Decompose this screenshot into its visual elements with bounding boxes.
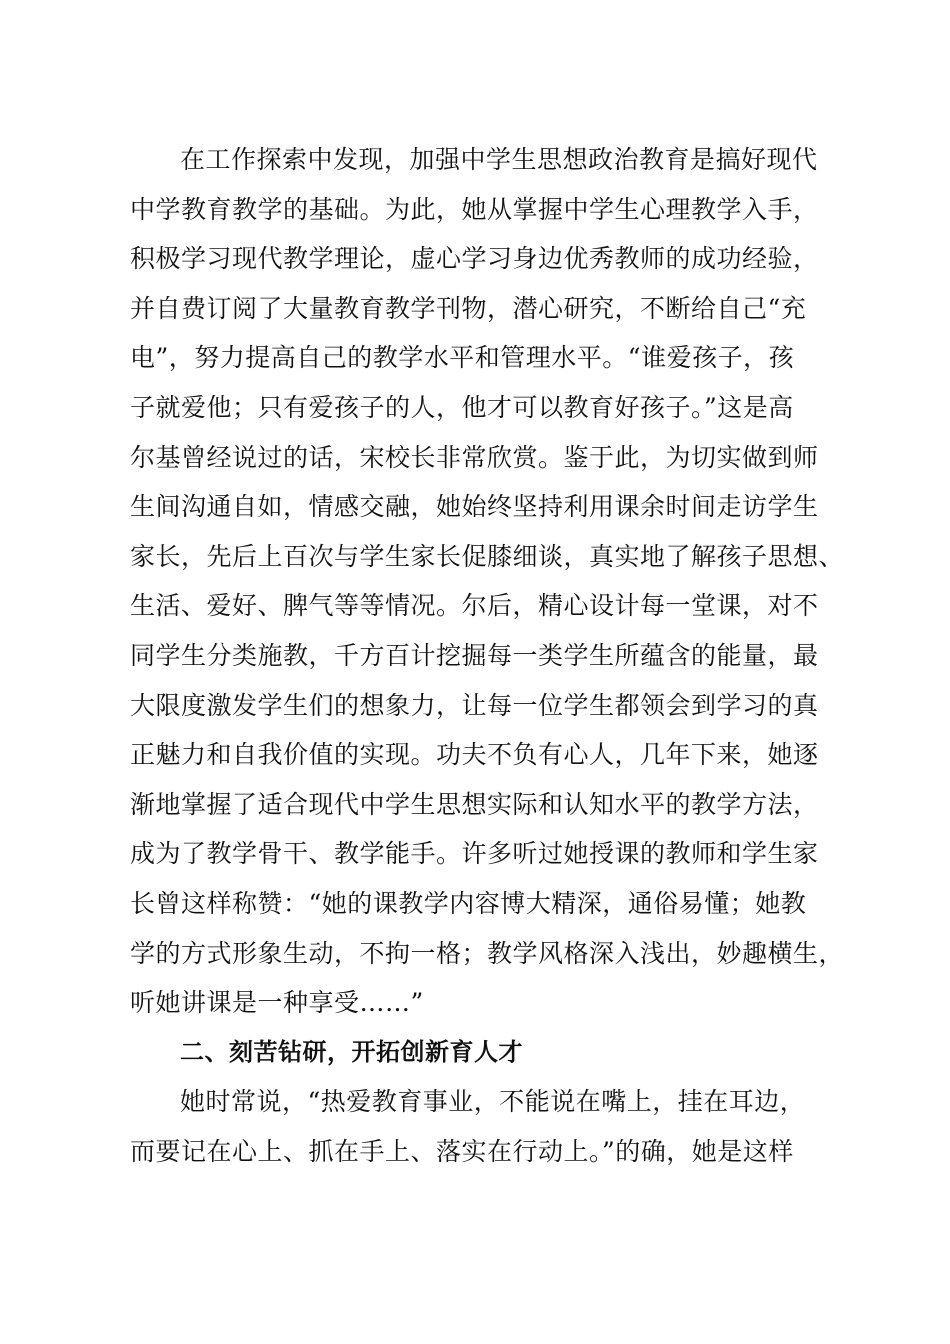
paragraph-line: 尔基曾经说过的话，宋校长非常欣赏。鉴于此，为切实做到师 [130,442,819,472]
paragraph-line: 生活、爱好、脾气等等情况。尔后，精心设计每一堂课，对不 [130,591,819,621]
paragraph-line: 而要记在心上、抓在手上、落实在行动上。”的确，她是这样 [130,1136,794,1166]
paragraph-line: 成为了教学骨干、教学能手。许多听过她授课的教师和学生家 [130,839,819,869]
paragraph-line: 中学教育教学的基础。为此，她从掌握中学生心理教学入手， [130,194,819,224]
document-body [130,135,845,1176]
paragraph-line: 在工作探索中发现，加强中学生思想政治教育是搞好现代 [180,145,818,174]
paragraph-line: 大限度激发学生们的想象力，让每一位学生都领会到学习的真 [130,690,819,720]
paragraph-line: 电”，努力提高自己的教学水平和管理水平。“谁爱孩子，孩 [130,343,795,373]
paragraph-line: 积极学习现代教学理论，虚心学习身边优秀教师的成功经验， [130,244,819,274]
paragraph-line: 并自费订阅了大量教育教学刊物，潜心研究，不断给自己“充 [130,293,807,323]
paragraph-line: 家长，先后上百次与学生家长促膝细谈，真实地了解孩子思想、 [130,541,845,571]
section-heading: 二、刻苦钻研，开拓创新育人才 [180,1037,523,1066]
paragraph-line: 正魅力和自我价值的实现。功夫不负有心人，几年下来，她逐 [130,740,819,770]
paragraph-line: 她时常说，“热爱教育事业，不能说在嘴上，挂在耳边， [180,1087,806,1117]
paragraph-line: 生间沟通自如，情感交融，她始终坚持利用课余时间走访学生 [130,492,819,522]
paragraph-line: 渐地掌握了适合现代中学生思想实际和认知水平的教学方法， [130,789,819,819]
paragraph-line: 子就爱他；只有爱孩子的人，他才可以教育好孩子。”这是高 [130,392,794,422]
paragraph-line: 听她讲课是一种享受……” [130,988,424,1018]
paragraph-line: 长曾这样称赞：“她的课教学内容博大精深，通俗易懂；她教 [130,888,807,918]
paragraph-line: 同学生分类施教，千方百计挖掘每一类学生所蕴含的能量，最 [130,640,819,670]
paragraph-line: 学的方式形象生动，不拘一格；教学风格深入浅出，妙趣横生， [130,938,845,968]
